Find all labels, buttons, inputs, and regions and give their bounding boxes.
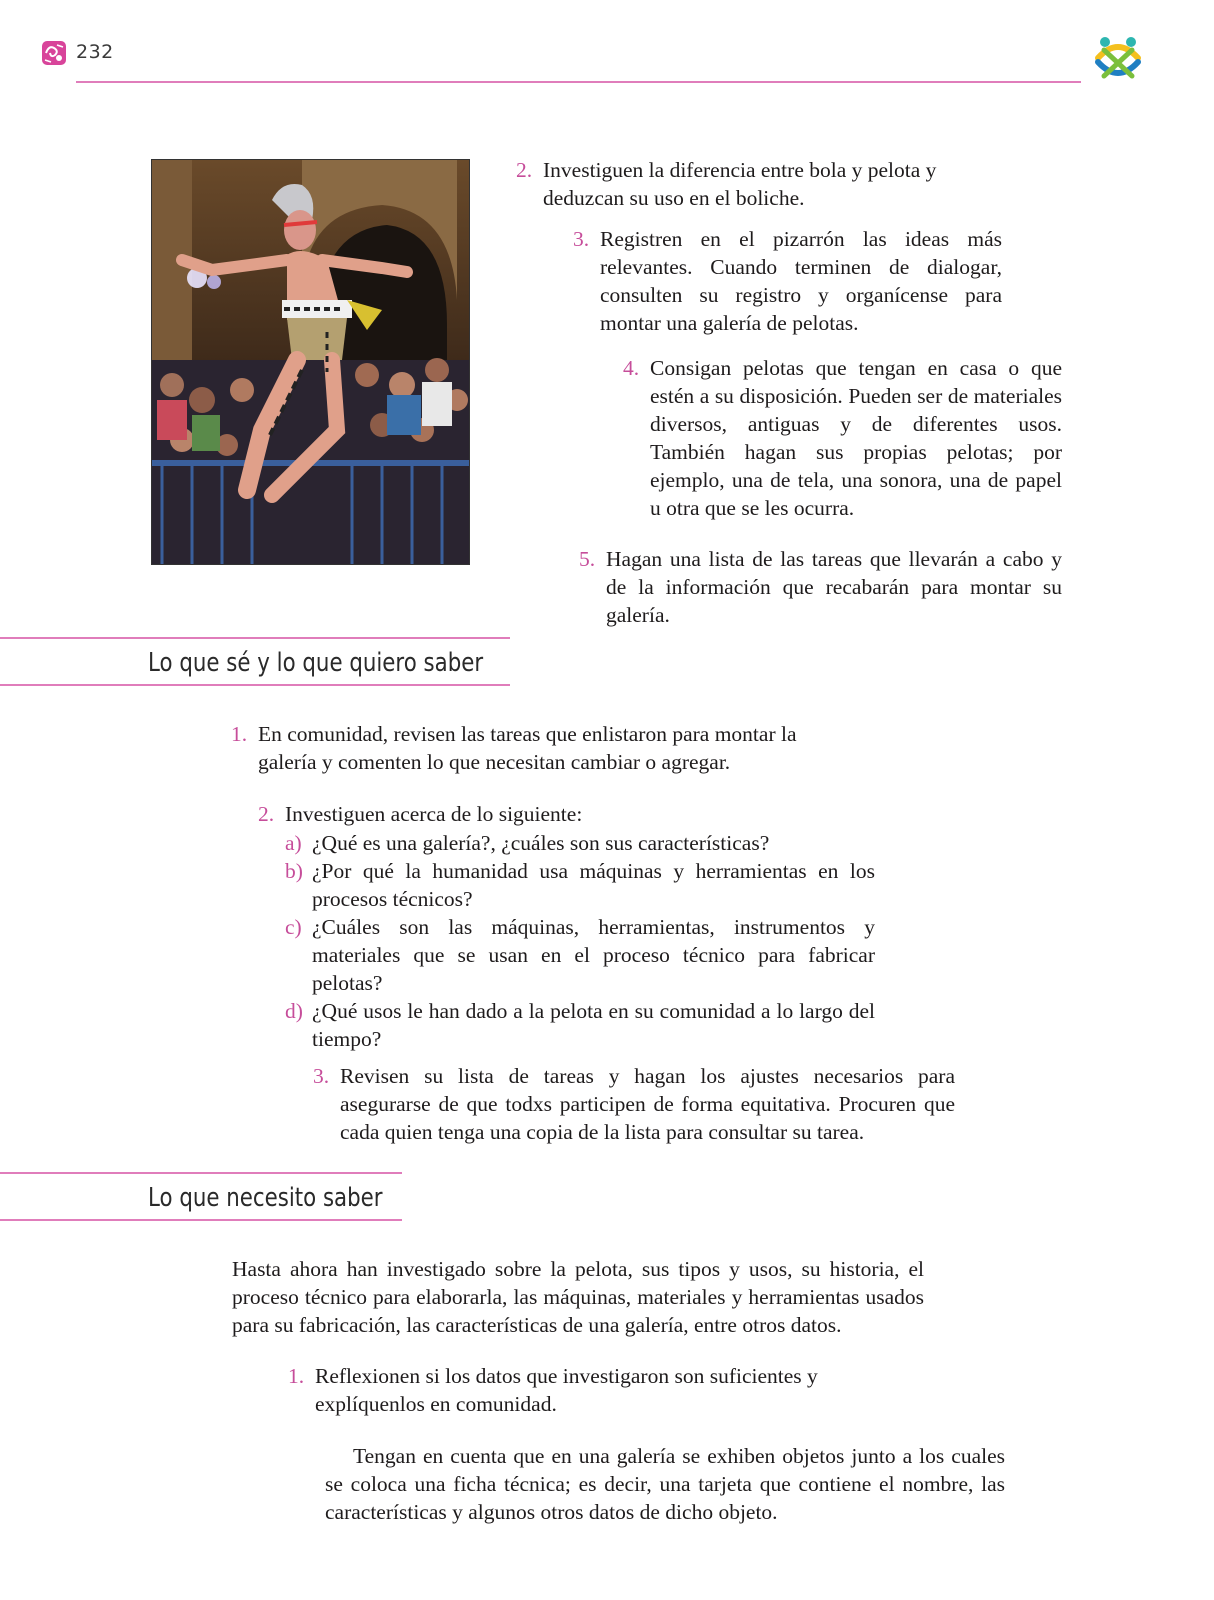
sub-text: ¿Cuáles son las máquinas, herramientas, instrumentos y materiales que se usan en el proceso técnico para fabricar pelotas?: [312, 915, 875, 995]
note-paragraph: Tengan en cuenta que en una galería se exhiben objetos junto a los cuales se coloca una ficha técnica; es decir, una tarjeta que contiene el nombre, las características y algunos otros datos de dicho objeto.: [325, 1444, 1005, 1524]
list-item: [231, 720, 858, 776]
section-divider-bottom: [0, 1219, 402, 1221]
list-number: 4.: [623, 356, 640, 380]
list-number: 1.: [288, 1364, 305, 1388]
sub-letter: c): [285, 915, 302, 939]
list-item: [516, 156, 955, 212]
sub-list-item: [285, 913, 875, 997]
ball-player-photo: [151, 159, 470, 565]
list-text: Reflexionen si los datos que investigaron son suficientes y explíquenlos en comunidad.: [315, 1364, 818, 1416]
section-divider-top: [0, 637, 510, 639]
sub-letter: b): [285, 859, 303, 883]
list-text: Investiguen la diferencia entre bola y pelota y deduzcan su uso en el boliche.: [543, 158, 937, 210]
header-divider: [76, 81, 1081, 83]
sub-text: ¿Qué es una galería?, ¿cuáles son sus características?: [312, 831, 770, 855]
sub-letter: a): [285, 831, 302, 855]
section-title: Lo que necesito saber: [148, 1183, 383, 1213]
list-item: [288, 1362, 875, 1418]
section-divider-bottom: [0, 684, 510, 686]
section-title: Lo que sé y lo que quiero saber: [148, 648, 484, 678]
section-divider-top: [0, 1172, 402, 1174]
page-number: 232: [76, 41, 114, 63]
sub-list-item: [285, 997, 875, 1053]
list-text: Hagan una lista de las tareas que llevarán a cabo y de la información que recabarán para montar su galería.: [606, 547, 1062, 627]
sub-list: [285, 829, 875, 1053]
list-item: [258, 800, 885, 828]
sub-letter: d): [285, 999, 303, 1023]
list-text: Consigan pelotas que tengan en casa o que estén a su disposición. Pueden ser de materiales diversos, antiguas y de diferentes usos. También hagan sus propias pelotas; por ejemplo, una de tela, una sonora, una de papel u otra que se les ocurra.: [650, 356, 1062, 520]
list-number: 1.: [231, 722, 248, 746]
list-number: 3.: [573, 227, 590, 251]
list-number: 2.: [516, 158, 533, 182]
list-text: Investiguen acerca de lo siguiente:: [285, 802, 583, 826]
list-text: Registren en el pizarrón las ideas más relevantes. Cuando terminen de dialogar, consulten su registro y organícense para montar una galería de pelotas.: [600, 227, 1002, 335]
list-text: Revisen su lista de tareas y hagan los ajustes necesarios para asegurarse de que todxs participen de forma equitativa. Procuren que cada quien tenga una copia de la lista para consultar su tarea.: [340, 1064, 955, 1144]
list-item: [313, 1062, 955, 1146]
list-item: [623, 354, 1062, 522]
list-item: [579, 545, 1062, 629]
sub-text: ¿Por qué la humanidad usa máquinas y herramientas en los procesos técnicos?: [312, 859, 875, 911]
decorative-glyph-icon: [41, 40, 67, 66]
list-number: 3.: [313, 1064, 330, 1088]
sub-text: ¿Qué usos le han dado a la pelota en su comunidad a lo largo del tiempo?: [312, 999, 875, 1051]
list-item: [573, 225, 1002, 337]
list-number: 5.: [579, 547, 596, 571]
list-text: En comunidad, revisen las tareas que enlistaron para montar la galería y comenten lo que necesitan cambiar o agregar.: [258, 722, 797, 774]
sub-list-item: [285, 857, 875, 913]
list-number: 2.: [258, 802, 275, 826]
sub-list-item: [285, 829, 875, 857]
section-paragraph: Hasta ahora han investigado sobre la pelota, sus tipos y usos, su historia, el proceso técnico para elaborarla, las máquinas, materiales y herramientas usados para su fabricación, las características de una galería, entre otros datos.: [232, 1257, 924, 1337]
brand-logo-icon: [1090, 32, 1146, 88]
